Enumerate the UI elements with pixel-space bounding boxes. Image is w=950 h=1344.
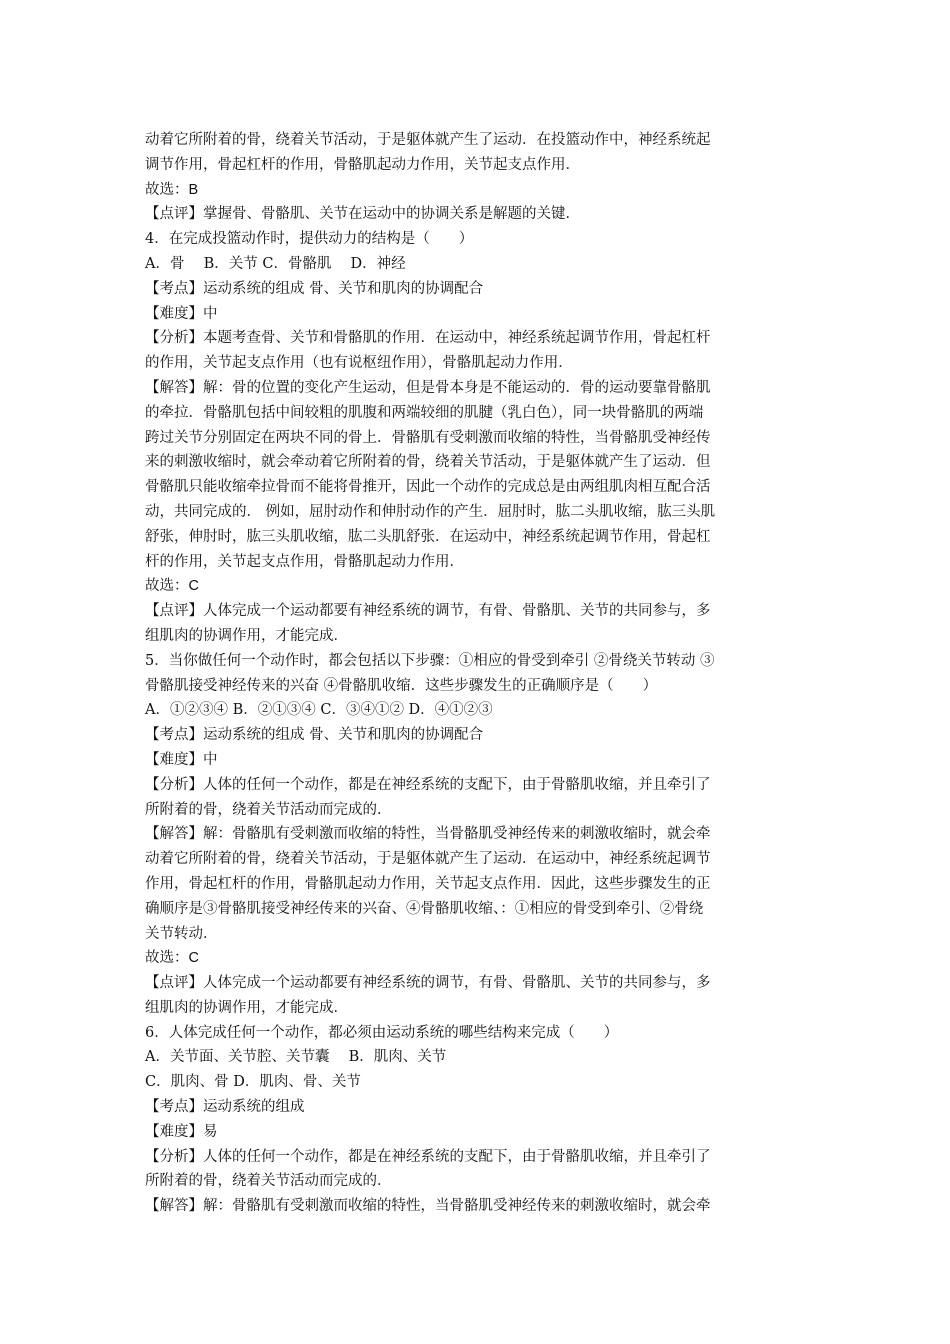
document-page [145, 128, 810, 1219]
text-line: 组肌肉的协调作用，才能完成． [145, 627, 348, 644]
answer-line: 故选：C [145, 578, 199, 595]
text-line: 确顺序是③骨骼肌接受神经传来的兴奋、④骨骼肌收缩、：①相应的骨受到牵引、②骨绕 [145, 900, 704, 917]
question-4: 4．在完成投篮动作时，提供动力的结构是（ ） [145, 231, 474, 248]
knowledge-point-line: 【考点】运动系统的组成 [145, 1099, 305, 1116]
text-line: 骨骼肌接受神经传来的兴奋 ④骨骼肌收缩．这些步骤发生的正确顺序是（ ） [145, 677, 658, 694]
solution-line: 【解答】解：骨骼肌有受刺激而收缩的特性，当骨骼肌受神经传来的刺激收缩时，就会牵 [145, 826, 711, 843]
text-line: 动着它所附着的骨，绕着关节活动，于是躯体就产生了运动．在运动中，神经系统起调节 [145, 851, 711, 868]
answer-line: 故选：C [145, 950, 199, 967]
text-line: 作用，骨起杠杆的作用，骨骼肌起动力作用，关节起支点作用．因此，这些步骤发生的正 [145, 875, 711, 892]
analysis-line: 【分析】本题考查骨、关节和骨骼肌的作用．在运动中，神经系统起调节作用，骨起杠杆 [145, 330, 711, 347]
comment-line: 【点评】人体完成一个运动都要有神经系统的调节，有骨、骨骼肌、关节的共同参与，多 [145, 975, 711, 992]
question-6-options: A．关节面、关节腔、关节囊 B．肌肉、关节 [145, 1049, 447, 1066]
text-line: 关节转动． [145, 925, 218, 942]
answer-line: 故选：B [145, 181, 199, 198]
text-line: 调节作用，骨起杠杆的作用，骨骼肌起动力作用，关节起支点作用． [145, 156, 580, 173]
difficulty-line: 【难度】中 [145, 751, 218, 768]
knowledge-point-line: 【考点】运动系统的组成 骨、关节和肌肉的协调配合 [145, 727, 484, 744]
analysis-line: 【分析】人体的任何一个动作，都是在神经系统的支配下，由于骨骼肌收缩，并且牵引了 [145, 776, 711, 793]
text-line: 的牵拉．骨骼肌包括中间较粗的肌腹和两端较细的肌腱（乳白色），同一块骨骼肌的两端 [145, 404, 704, 421]
question-5-options: A．①②③④ B．②①③④ C．③④①② D．④①②③ [145, 702, 493, 719]
solution-line: 【解答】解：骨骼肌有受刺激而收缩的特性，当骨骼肌受神经传来的刺激收缩时，就会牵 [145, 1198, 711, 1215]
knowledge-point-line: 【考点】运动系统的组成 骨、关节和肌肉的协调配合 [145, 280, 484, 297]
question-5: 5．当你做任何一个动作时，都会包括以下步骤：①相应的骨受到牵引 ②骨绕关节转动 ③ [145, 652, 715, 669]
difficulty-line: 【难度】中 [145, 305, 218, 322]
question-6-options: C．肌肉、骨 D．肌肉、骨、关节 [145, 1074, 361, 1091]
question-4-options: A．骨 B．关节 C．骨骼肌 D．神经 [145, 255, 406, 272]
text-line: 动着它所附着的骨，绕着关节活动，于是躯体就产生了运动．在投篮动作中，神经系统起 [145, 132, 711, 148]
text-line: 动，共同完成的． 例如，屈肘动作和伸肘动作的产生．屈肘时，肱二头肌收缩，肱三头肌 [145, 503, 716, 520]
text-line: 的作用，关节起支点作用（也有说枢纽作用），骨骼肌起动力作用． [145, 355, 573, 372]
text-line: 骨骼肌只能收缩牵拉骨而不能将骨推开，因此一个动作的完成总是由两组肌肉相互配合活 [145, 479, 711, 496]
text-line: 舒张，伸肘时，肱三头肌收缩，肱二头肌舒张．在运动中，神经系统起调节作用，骨起杠 [145, 528, 711, 545]
text-line: 所附着的骨，绕着关节活动而完成的． [145, 1173, 392, 1190]
analysis-line: 【分析】人体的任何一个动作，都是在神经系统的支配下，由于骨骼肌收缩，并且牵引了 [145, 1148, 711, 1165]
comment-line: 【点评】人体完成一个运动都要有神经系统的调节，有骨、骨骼肌、关节的共同参与，多 [145, 603, 711, 620]
comment-line: 【点评】掌握骨、骨骼肌、关节在运动中的协调关系是解题的关键． [145, 206, 580, 223]
question-6: 6．人体完成任何一个动作，都必须由运动系统的哪些结构来完成（ ） [145, 1024, 619, 1041]
text-line: 组肌肉的协调作用，才能完成． [145, 999, 348, 1016]
text-line: 跨过关节分别固定在两块不同的骨上．骨骼肌有受刺激而收缩的特性，当骨骼肌受神经传 [145, 429, 711, 446]
text-line: 杆的作用，关节起支点作用，骨骼肌起动力作用． [145, 553, 464, 570]
difficulty-line: 【难度】易 [145, 1123, 218, 1140]
text-line: 所附着的骨，绕着关节活动而完成的． [145, 801, 392, 818]
text-line: 来的刺激收缩时，就会牵动着它所附着的骨，绕着关节活动，于是躯体就产生了运动．但 [145, 454, 711, 471]
solution-line: 【解答】解：骨的位置的变化产生运动，但是骨本身是不能运动的．骨的运动要靠骨骼肌 [145, 379, 711, 396]
